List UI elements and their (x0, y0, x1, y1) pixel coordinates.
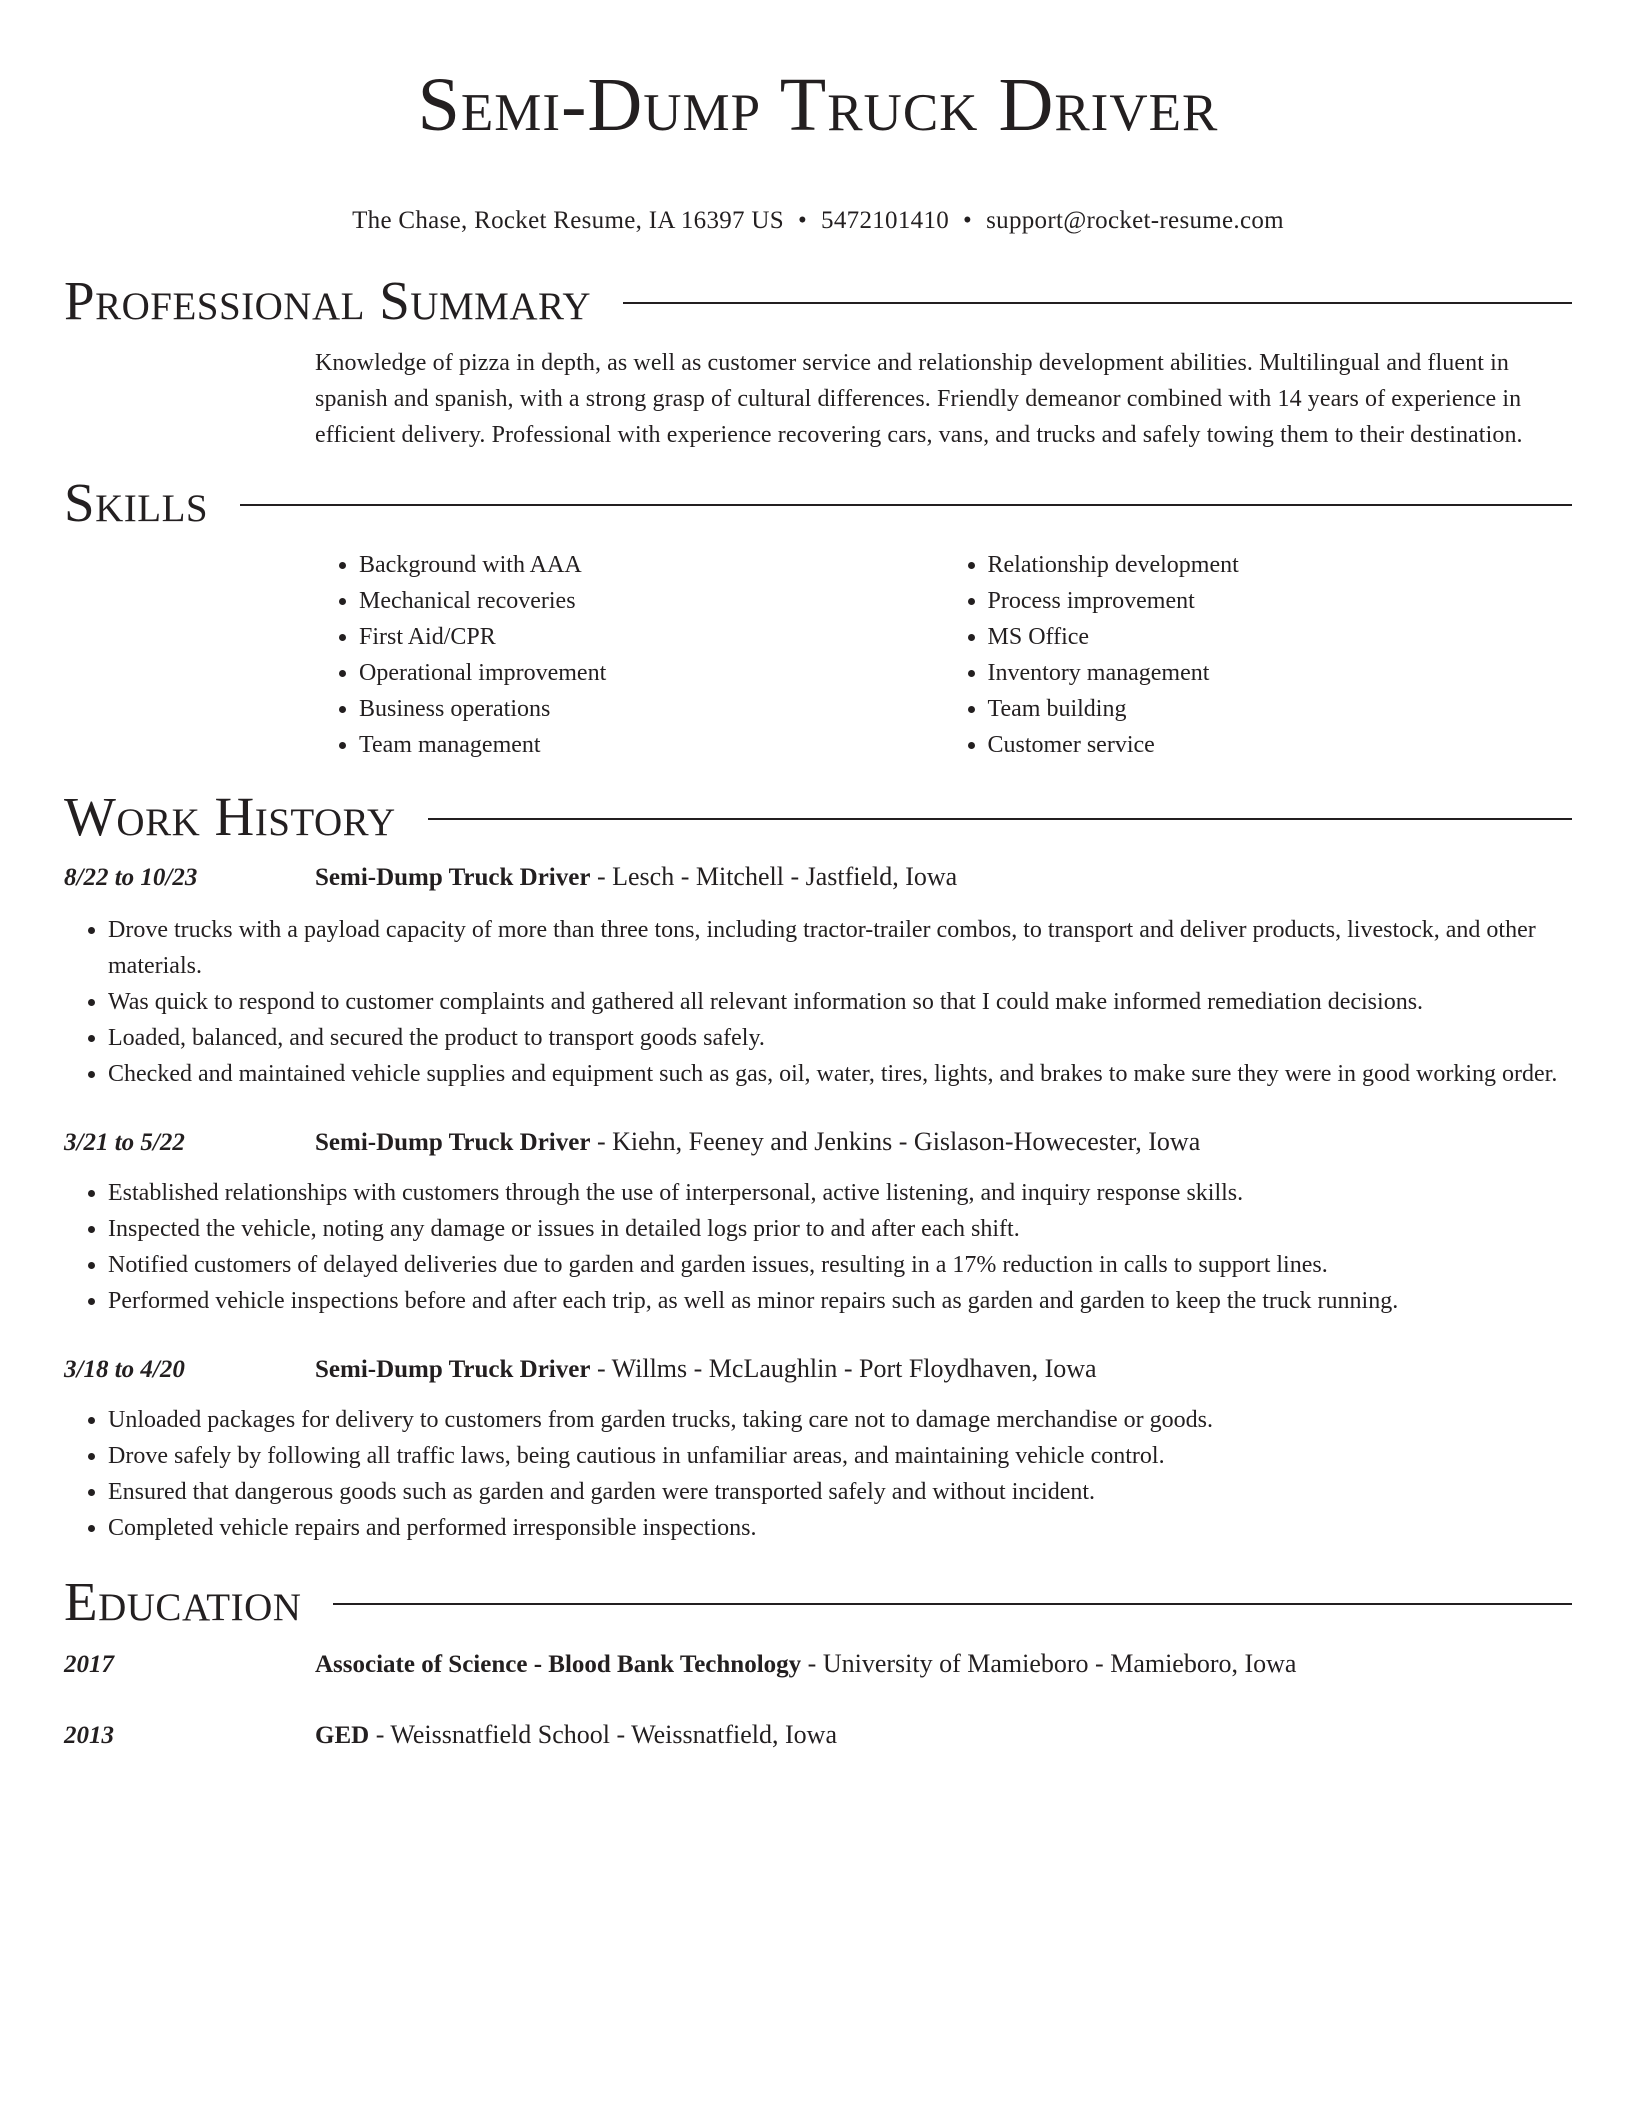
job-bullet: • Loaded, balanced, and secured the product to transport goods safely. (108, 1020, 1572, 1056)
job-dates: 3/18 to 4/20 (64, 1356, 185, 1383)
job-employer: - Willms - McLaughlin - Port Floydhaven, Iowa (590, 1354, 1097, 1383)
job-dates: 8/22 to 10/23 (64, 864, 198, 891)
work-section-header (64, 785, 1572, 849)
education-entry (64, 1646, 1572, 1683)
phone: 5472101410 (821, 207, 950, 234)
skills-section-header (64, 471, 1572, 535)
job-dates: 3/21 to 5/22 (64, 1129, 185, 1156)
skill-item: • Relationship development (988, 547, 1573, 583)
education-entry (64, 1717, 1572, 1754)
skills-column-left (315, 547, 944, 763)
job-bullet: • Checked and maintained vehicle supplies and equipment such as gas, oil, water, tires, lights, and brakes to make sure they were in good working order. (108, 1056, 1572, 1092)
section-divider (428, 818, 1572, 820)
email: support@rocket-resume.com (986, 207, 1284, 234)
skill-item: • MS Office (988, 619, 1573, 655)
job-bullets (64, 912, 1572, 1092)
job-bullet: • Ensured that dangerous goods such as garden and garden were transported safely and without incident. (108, 1474, 1572, 1510)
job-bullet: • Inspected the vehicle, noting any damage or issues in detailed logs prior to and after each shift. (108, 1211, 1572, 1247)
job-title: Semi-Dump Truck Driver (315, 864, 591, 891)
job-entry (64, 1124, 1572, 1319)
education-degree: Associate of Science - Blood Bank Technology (315, 1651, 802, 1678)
job-bullet: • Unloaded packages for delivery to customers from garden trucks, taking care not to damage merchandise or goods. (108, 1402, 1572, 1438)
skill-item: • Operational improvement (359, 655, 944, 691)
skill-item: • Background with AAA (359, 547, 944, 583)
skill-item: • Inventory management (988, 655, 1573, 691)
skill-item: • Customer service (988, 727, 1573, 763)
education-year: 2017 (64, 1651, 114, 1678)
job-bullets (64, 1175, 1572, 1319)
education-line (315, 1717, 837, 1754)
candidate-name: Semi-Dump Truck Driver (417, 63, 1219, 147)
job-entry (64, 1351, 1572, 1546)
job-entry (64, 859, 1572, 1092)
job-employer: - Lesch - Mitchell - Jastfield, Iowa (590, 862, 958, 891)
job-bullet: • Performed vehicle inspections before and after each trip, as well as minor repairs such as garden and garden to keep the truck running. (108, 1283, 1572, 1319)
job-header (64, 1124, 1572, 1161)
job-bullets (64, 1402, 1572, 1546)
work-heading: Work History (64, 786, 396, 847)
job-bullet: • Was quick to respond to customer complaints and gathered all relevant information so that I could make informed remediation decisions. (108, 984, 1572, 1020)
job-title-line (315, 1351, 1097, 1388)
summary-section-header (64, 269, 1572, 333)
summary-text: Knowledge of pizza in depth, as well as customer service and relationship development abilities. Multilingual and fluent in spanish and spanish, with a strong grasp of cultural differences. Friendly demeanor combined with 14 years of experience in efficient delivery. Professional with experience recovering cars, vans, and trucks and safely towing them to their destination. (315, 350, 1523, 448)
skill-item: • Process improvement (988, 583, 1573, 619)
education-heading: Education (64, 1571, 302, 1632)
skill-item: • Team management (359, 727, 944, 763)
job-bullet: • Notified customers of delayed deliveries due to garden and garden issues, resulting in a 17% reduction in calls to support lines. (108, 1247, 1572, 1283)
skills-heading: Skills (64, 472, 209, 533)
skill-item: • First Aid/CPR (359, 619, 944, 655)
skill-item: • Team building (988, 691, 1573, 727)
job-title-line (315, 1124, 1200, 1161)
education-degree: GED (315, 1722, 370, 1749)
skill-item: • Mechanical recoveries (359, 583, 944, 619)
job-bullet: • Completed vehicle repairs and performed irresponsible inspections. (108, 1510, 1572, 1546)
job-employer: - Kiehn, Feeney and Jenkins - Gislason-Howecester, Iowa (590, 1127, 1201, 1156)
job-title: Semi-Dump Truck Driver (315, 1129, 591, 1156)
address: The Chase, Rocket Resume, IA 16397 US (352, 207, 784, 234)
section-divider (623, 302, 1572, 304)
job-title-line (315, 859, 957, 896)
contact-line (64, 206, 1572, 236)
skill-item: • Business operations (359, 691, 944, 727)
education-line (315, 1646, 1296, 1683)
job-header (64, 1351, 1572, 1388)
job-header (64, 859, 1572, 896)
education-school: - University of Mamieboro - Mamieboro, Iowa (801, 1649, 1297, 1678)
job-title: Semi-Dump Truck Driver (315, 1356, 591, 1383)
section-divider (240, 504, 1572, 506)
section-divider (333, 1603, 1572, 1605)
job-bullet: • Established relationships with customers through the use of interpersonal, active listening, and inquiry response skills. (108, 1175, 1572, 1211)
education-section-header (64, 1570, 1572, 1634)
job-bullet: • Drove safely by following all traffic laws, being cautious in unfamiliar areas, and maintaining vehicle control. (108, 1438, 1572, 1474)
skills-list (315, 547, 1572, 763)
separator-dot: • (963, 207, 973, 234)
separator-dot: • (797, 207, 808, 234)
education-year: 2013 (64, 1722, 114, 1749)
skills-column-right (944, 547, 1573, 763)
job-bullet: • Drove trucks with a payload capacity of more than three tons, including tractor-trailer combos, to transport and deliver products, livestock, and other materials. (108, 912, 1572, 984)
education-school: - Weissnatfield School - Weissnatfield, Iowa (369, 1720, 837, 1749)
summary-heading: Professional Summary (64, 270, 592, 331)
